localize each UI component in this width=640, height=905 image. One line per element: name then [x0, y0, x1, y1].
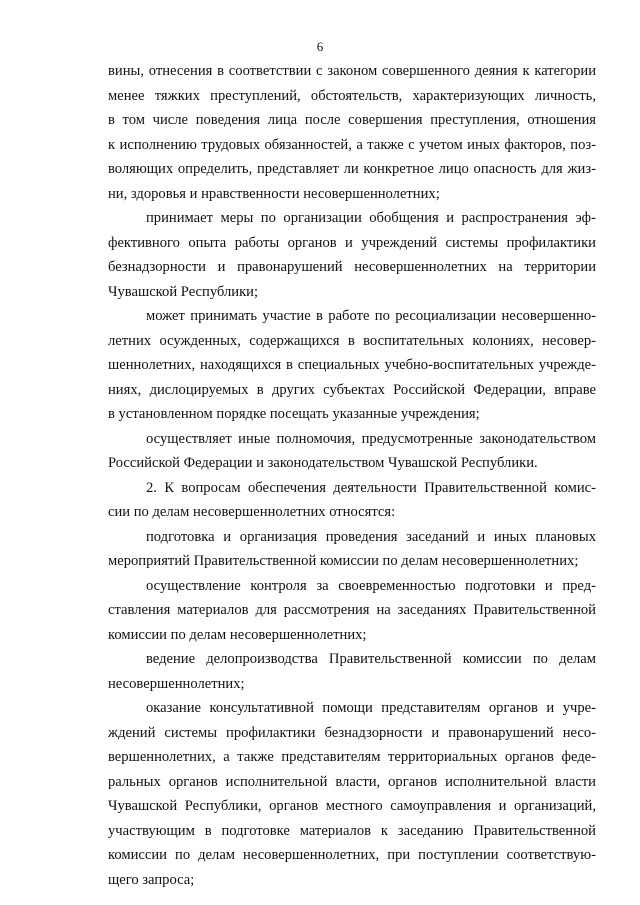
text-line: фективного опыта работы органов и учреждений системы профилактики — [108, 234, 596, 251]
text-line: вины, отнесения в соответствии с законом совершенного деяния к категории — [108, 63, 596, 79]
text-line: воляющих определить, представляет ли конкретное лицо опасность для жиз- — [108, 161, 596, 177]
text-line: в установленном порядке посещать указанные учреждения; — [108, 406, 480, 422]
text-line: в том числе поведения лица после совершения преступления, отношения — [108, 112, 596, 128]
paragraph — [108, 525, 596, 574]
page-number: 6 — [316, 39, 324, 54]
text-line: осуществление контроля за своевременностью подготовки и пред- — [146, 577, 596, 594]
text-line: ни, здоровья и нравственности несовершеннолетних; — [108, 185, 440, 202]
paragraph — [108, 696, 596, 892]
text-line: осуществляет иные полномочия, предусмотренные законодательством — [146, 430, 596, 447]
paragraph — [108, 476, 596, 525]
paragraph — [108, 647, 596, 696]
text-line: менее тяжких преступлений, обстоятельств, характеризующих личность, — [108, 87, 596, 104]
text-line: ставления материалов для рассмотрения на заседаниях Правительственной — [108, 602, 596, 618]
paragraph — [108, 427, 596, 476]
text-line: к исполнению трудовых обязанностей, а также с учетом иных факторов, поз- — [108, 136, 596, 153]
text-line: мероприятий Правительственной комиссии по делам несовершеннолетних; — [108, 553, 579, 569]
paragraph — [108, 304, 596, 427]
text-line: Российской Федерации и законодательством Чувашской Республики. — [108, 455, 538, 471]
text-line: сии по делам несовершеннолетних относятся: — [108, 504, 396, 520]
text-line: подготовка и организация проведения заседаний и иных плановых — [146, 528, 596, 545]
text-line: ведение делопроизводства Правительственной комиссии по делам — [146, 651, 596, 667]
text-line: Чувашской Республики; — [108, 283, 259, 300]
text-line: комиссии по делам несовершеннолетних; — [108, 626, 367, 643]
text-line: 2. К вопросам обеспечения деятельности Правительственной комис- — [146, 479, 596, 496]
paragraph — [108, 574, 596, 648]
text-line: может принимать участие в работе по ресоциализации несовершенно- — [146, 308, 596, 324]
text-line: комиссии по делам несовершеннолетних, при поступлении соответствую- — [108, 847, 596, 863]
text-line: ниях, дислоцируемых в других субъектах Российской Федерации, вправе — [108, 381, 596, 398]
text-line: принимает меры по организации обобщения и распространения эф- — [146, 210, 596, 226]
paragraph — [108, 206, 596, 304]
text-line: Чувашской Республики, органов местного самоуправления и организаций, — [108, 798, 596, 814]
text-line: ждений системы профилактики безнадзорности и правонарушений несо- — [108, 724, 596, 741]
text-line: участвующим в подготовке материалов к заседанию Правительственной — [108, 822, 596, 839]
text-line: летних осужденных, содержащихся в воспитательных колониях, несовер- — [108, 332, 596, 349]
text-line: щего запроса; — [108, 871, 195, 888]
text-line: шеннолетних, находящихся в специальных учебно-воспитательных учрежде- — [108, 357, 596, 373]
text-line: ральных органов исполнительной власти, органов исполнительной власти — [108, 773, 596, 790]
text-line: безнадзорности и правонарушений несовершеннолетних на территории — [108, 259, 596, 275]
document-body — [108, 59, 596, 892]
text-line: оказание консультативной помощи представителям органов и учре- — [146, 700, 596, 716]
text-line: несовершеннолетних; — [108, 675, 245, 692]
text-line: вершеннолетних, а также представителям территориальных органов феде- — [108, 749, 596, 765]
paragraph — [108, 59, 596, 206]
